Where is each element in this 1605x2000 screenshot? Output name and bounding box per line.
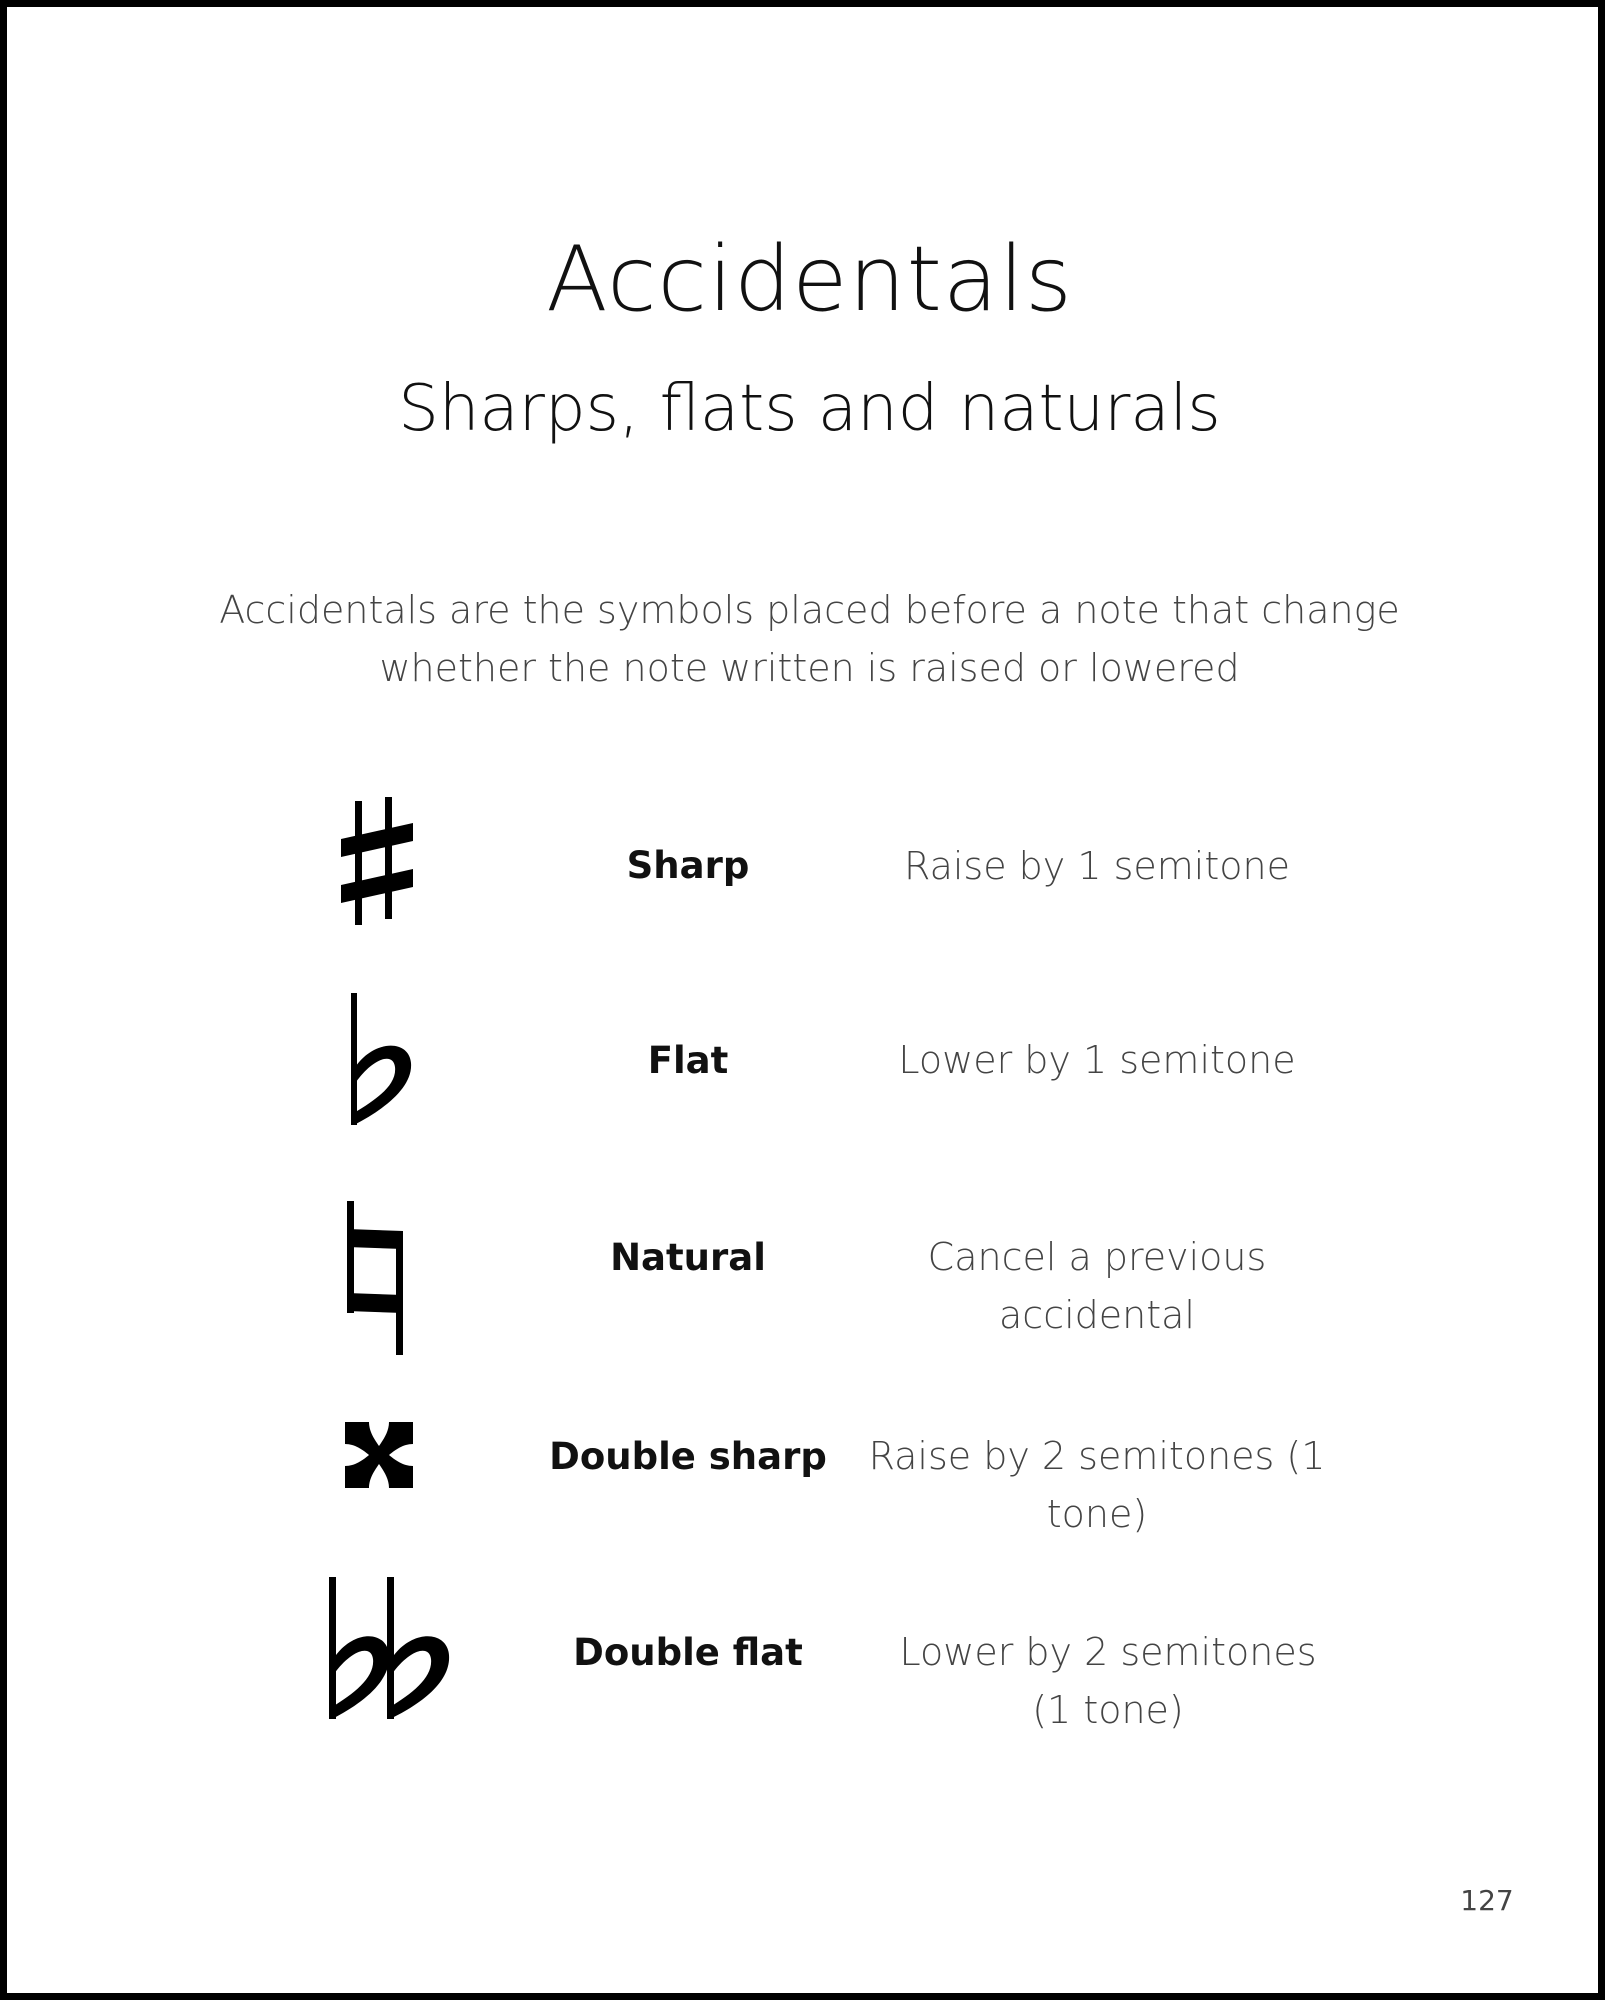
double-flat-icon: [327, 1577, 455, 1721]
accidental-description: Cancel a previous accidental: [927, 1235, 1267, 1337]
flat-icon: [347, 993, 417, 1127]
accidental-description: Raise by 2 semitones (1 tone): [868, 1434, 1326, 1536]
accidental-name: Sharp: [626, 844, 750, 887]
accidental-name: Natural: [610, 1236, 766, 1279]
accidental-name: Double flat: [573, 1631, 803, 1674]
accidental-description: Lower by 2 semitones (1 tone): [899, 1630, 1317, 1732]
double-sharp-icon: [343, 1420, 415, 1490]
page-title: Accidentals: [546, 227, 1073, 332]
accidental-name: Flat: [647, 1039, 729, 1082]
page-number: 127: [1460, 1884, 1514, 1917]
page-subtitle: Sharps, flats and naturals: [398, 372, 1221, 446]
intro-paragraph: Accidentals are the symbols placed before a note that change whether the note written is raised or lowered: [219, 588, 1400, 690]
natural-icon: [343, 1201, 409, 1355]
sharp-icon: [335, 797, 419, 927]
accidental-name: Double sharp: [549, 1435, 827, 1478]
accidental-description: Raise by 1 semitone: [904, 844, 1290, 888]
accidental-description: Lower by 1 semitone: [898, 1038, 1296, 1082]
